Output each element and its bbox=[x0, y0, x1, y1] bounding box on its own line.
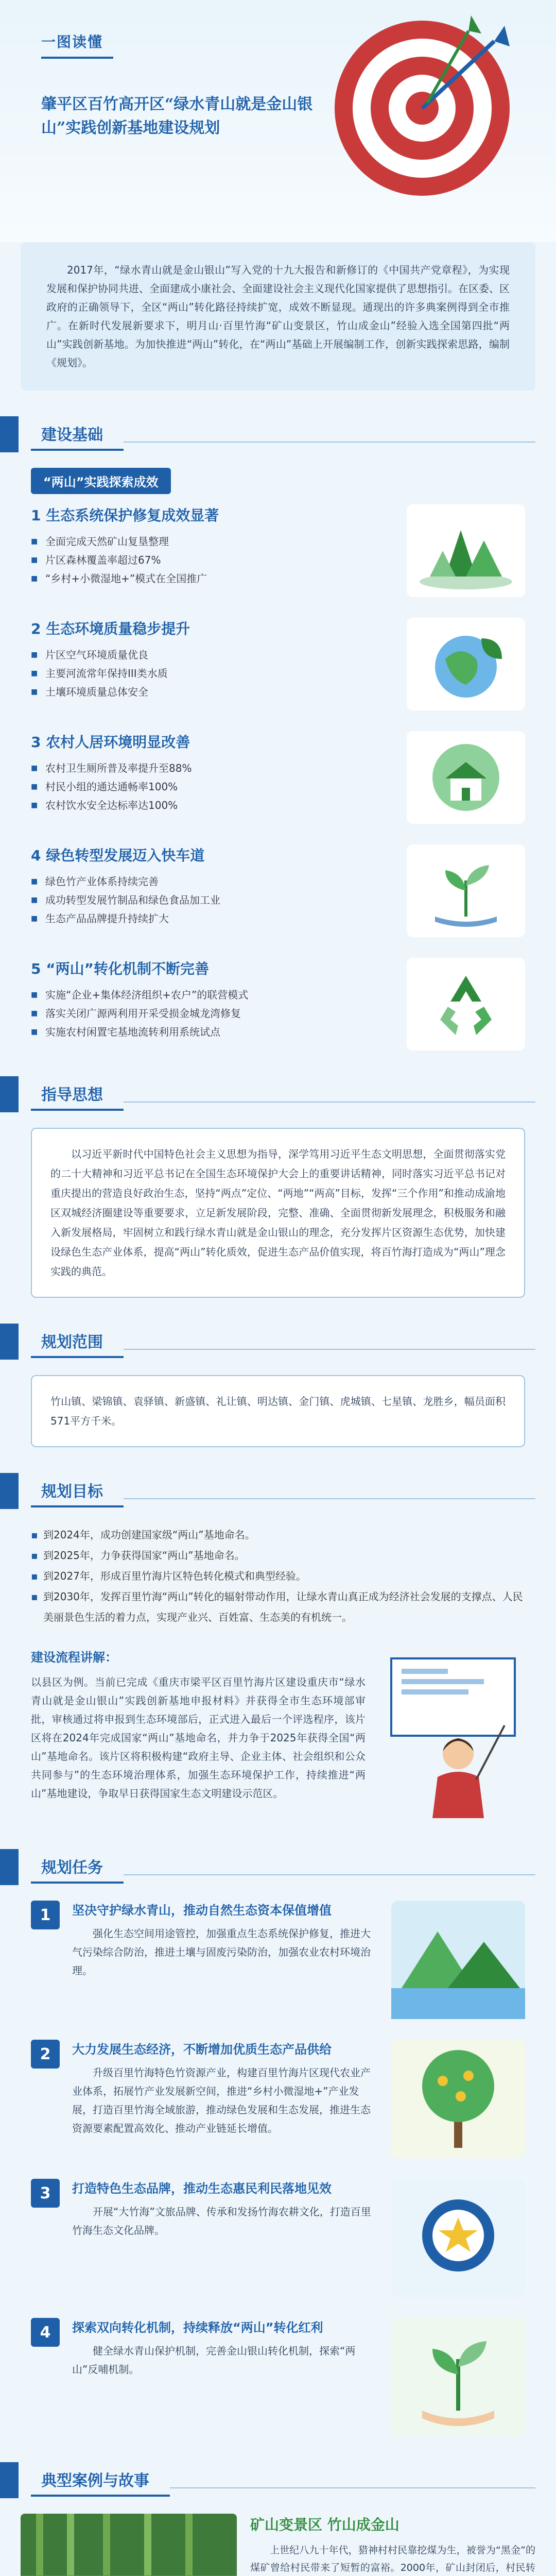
task-title: 探索双向转化机制，持续释放“两山”转化红利 bbox=[72, 2320, 323, 2335]
money-tree-icon bbox=[391, 2040, 525, 2158]
basis-item-list bbox=[31, 646, 391, 701]
basis-item bbox=[31, 731, 525, 824]
bamboo-forest-photo bbox=[21, 2514, 237, 2576]
task-text: 升级百里竹海特色竹资源产业，构建百里竹海片区现代农业产业体系，拓展竹产业发展新空间，推进“乡村小微湿地+”产业发展，打造百里竹海全域旅游，推动绿色发展和生态发展，推进生态资源要素配置高效化、推动产业链延长增值。 bbox=[72, 2066, 371, 2134]
section-head-scope bbox=[0, 1324, 556, 1360]
green-house-icon bbox=[407, 731, 525, 824]
section-bar bbox=[0, 2462, 19, 2498]
plant-hand-icon bbox=[391, 2318, 525, 2436]
section-label: 规划目标 bbox=[31, 1475, 124, 1507]
section-label: 典型案例与故事 bbox=[31, 2464, 170, 2497]
section-bar bbox=[0, 1076, 19, 1112]
earth-leaf-icon bbox=[407, 618, 525, 710]
basis-item-list bbox=[31, 986, 391, 1041]
basis-item-body bbox=[31, 618, 391, 701]
guide-paragraph: 以习近平新时代中国特色社会主义思想为指导，深学笃用习近平生态文明思想，全面贯彻落实党的二十大精神和习近平总书记在全国生态环境保护大会上的重要讲话精神，同时落实习近平总书记对重庆提出的营造良好政治生态，坚持“两点”定位、“两地”“两高”目标，发挥“三个作用”和推动成渝地区双城经济圈建设等重要要求，立足新发展阶段，完整、准确、全面贯彻新发展理念，积极服务和融入新发展格局，牢固树立和践行绿水青山就是金山银山的理念，充分发挥片区资源生态优势，加快建设绿色生态产业体系，提高“两山”转化质效，促进生态产品价值实现，将百竹海打造成为“两山”理念实践的典范。 bbox=[31, 1128, 525, 1298]
section-head-guide bbox=[0, 1076, 556, 1112]
section-bar bbox=[0, 1324, 19, 1360]
sprout-hand-icon bbox=[407, 844, 525, 937]
list-item: ■ 村民小组的通达通畅率100% bbox=[31, 777, 391, 796]
section-head-goal bbox=[0, 1473, 556, 1509]
task-number: 1 bbox=[31, 1901, 60, 1929]
header-tag: 一图读懂 bbox=[41, 31, 113, 59]
tree-hills-icon bbox=[407, 504, 525, 597]
list-item: ▪ 到2027年，形成百里竹海片区特色转化模式和典型经验。 bbox=[31, 1566, 525, 1586]
presenter-icon bbox=[381, 1648, 525, 1823]
basis-item-list bbox=[31, 532, 391, 588]
task-body bbox=[72, 2318, 376, 2379]
task-text: 强化生态空间用途管控，加强重点生态系统保护修复，推进大气污染综合防治，推进土壤与固废污染防治，加强农业农村环境治理。 bbox=[72, 1927, 371, 1977]
section-bar bbox=[0, 416, 19, 452]
goal-list bbox=[31, 1524, 525, 1628]
case-paragraph: 上世纪八九十年代，猎神村村民靠挖煤为生，被誉为“黑金”的煤矿曾给村民带来了短暂的富裕。2000年，矿山封闭后，村民转 bbox=[250, 2545, 535, 2573]
case-item bbox=[21, 2514, 535, 2576]
intro-paragraph: 2017年，“绿水青山就是金山银山”写入党的十九大报告和新修订的《中国共产党章程》，为实现发展和保护协同共进、全面建成小康社会、全面建设社会主义现代化国家提供了思想指引。在区委、区政府的正确领导下，全区“两山”转化路径持续扩宽，成效不断显现。通现出的许多典案例得到全市推广。在新时代发展新要求下，明月山·百里竹海“矿山变景区，竹山成金山”经验入选全国第四批“两山”实践创新基地。为加快推进“两山”转化，在“两山”基础上开展编制工作，创新实践探索思路，编制《规划》。 bbox=[21, 242, 535, 391]
goal-explain bbox=[31, 1648, 525, 1823]
basis-item-body bbox=[31, 958, 391, 1041]
task-text: 开展“大竹海”文旅品牌、传承和发扬竹海农耕文化，打造百里竹海生态文化品牌。 bbox=[72, 2206, 371, 2236]
basis-item-title: 3 农村人居环境明显改善 bbox=[31, 734, 190, 751]
section-label: 建设基础 bbox=[31, 418, 124, 451]
list-item: ■ 落实关闭广源两利用开采受损金城龙湾修复 bbox=[31, 1004, 391, 1023]
section-label: 规划范围 bbox=[31, 1325, 124, 1358]
list-item: ▪ 到2030年，发挥百里竹海“两山”转化的辐射带动作用，让绿水青山真正成为经济社会发展的支撑点、人民美丽景色生活的着力点，实现产业兴、百姓富、生态美的有机统一。 bbox=[31, 1586, 525, 1628]
case-title: 矿山变景区 竹山成金山 bbox=[250, 2516, 399, 2533]
section-head-case bbox=[0, 2462, 556, 2498]
basis-item-body bbox=[31, 504, 391, 588]
section-line bbox=[124, 1498, 535, 1499]
basis-item bbox=[31, 958, 525, 1050]
task-number: 2 bbox=[31, 2040, 60, 2069]
brand-badge-icon bbox=[391, 2179, 525, 2297]
section-head-basis bbox=[0, 416, 556, 452]
list-item: ▪ 到2025年，力争获得国家“两山”基地命名。 bbox=[31, 1545, 525, 1566]
task-item bbox=[31, 2040, 525, 2158]
section-head-task bbox=[0, 1849, 556, 1885]
recycle-icon bbox=[407, 958, 525, 1050]
basis-item bbox=[31, 618, 525, 710]
basis-item-list bbox=[31, 759, 391, 815]
list-item: ■ 实施“企业+集体经济组织+农户”的联营模式 bbox=[31, 986, 391, 1004]
section-line bbox=[124, 1349, 535, 1350]
basis-item-body bbox=[31, 844, 391, 928]
task-text: 健全绿水青山保护机制，完善金山银山转化机制，探索“两山”反哺机制。 bbox=[72, 2345, 356, 2376]
case-text bbox=[250, 2514, 535, 2576]
basis-item bbox=[31, 504, 525, 597]
basis-item-title: 2 生态环境质量稳步提升 bbox=[31, 620, 190, 637]
task-body bbox=[72, 2179, 376, 2240]
target-darts-icon bbox=[324, 10, 520, 206]
section-bar bbox=[0, 1849, 19, 1885]
task-number: 4 bbox=[31, 2318, 60, 2347]
section-line bbox=[124, 1874, 535, 1875]
basis-item-title: 5 “两山”转化机制不断完善 bbox=[31, 960, 210, 977]
task-title: 坚决守护绿水青山，推动自然生态资本保值增值 bbox=[72, 1903, 332, 1918]
task-body bbox=[72, 1901, 376, 1980]
basis-item bbox=[31, 844, 525, 937]
list-item: ■ 全面完成天然矿山复垦整理 bbox=[31, 532, 391, 551]
section-label: 指导思想 bbox=[31, 1078, 124, 1111]
basis-item-title: 4 绿色转型发展迈入快车道 bbox=[31, 847, 205, 864]
list-item: ■ 绿色竹产业体系持续完善 bbox=[31, 872, 391, 891]
list-item: ■ 片区森林覆盖率超过67% bbox=[31, 551, 391, 569]
list-item: ■ 片区空气环境质量优良 bbox=[31, 646, 391, 664]
section-line bbox=[124, 1101, 535, 1103]
task-body bbox=[72, 2040, 376, 2138]
scope-paragraph: 竹山镇、梁锦镇、袁驿镇、新盛镇、礼让镇、明达镇、金门镇、虎城镇、七星镇、龙胜乡，幅员面积571平方千米。 bbox=[31, 1375, 525, 1447]
list-item: ■ 农村饮水安全达标率达100% bbox=[31, 796, 391, 815]
list-item: ▪ 到2024年，成功创建国家级“两山”基地命名。 bbox=[31, 1524, 525, 1545]
basis-item-title: 1 生态系统保护修复成效显著 bbox=[31, 507, 219, 524]
list-item: ■ 主要河流常年保持III类水质 bbox=[31, 664, 391, 683]
section-label: 规划任务 bbox=[31, 1851, 124, 1884]
basis-subtitle: “两山”实践探索成效 bbox=[31, 468, 171, 494]
task-item bbox=[31, 1901, 525, 2019]
case-photos bbox=[21, 2514, 237, 2576]
goal-explain-text bbox=[31, 1648, 366, 1803]
basis-item-list bbox=[31, 872, 391, 928]
mountain-lake-icon bbox=[391, 1901, 525, 2019]
explain-title: 建设流程讲解： bbox=[31, 1650, 117, 1665]
section-bar bbox=[0, 1473, 19, 1509]
list-item: ■ 成功转型发展竹制品和绿色食品加工业 bbox=[31, 891, 391, 909]
header bbox=[0, 0, 556, 242]
task-title: 大力发展生态经济，不断增加优质生态产品供给 bbox=[72, 2042, 332, 2057]
basis-card bbox=[31, 468, 525, 1050]
list-item: ■ 生态产品品牌提升持续扩大 bbox=[31, 909, 391, 928]
explain-body: 以县区为例。当前已完成《重庆市梁平区百里竹海片区建设重庆市“绿水青山就是金山银山”实践创新基地申报材料》并获得全市生态环境部审批，审核通过将申报到生态环境部后，正式进入最后一个评选程序，该片区将在2024年完成国家“两山”基地命名，并力争于2025年获得全国“两山”基地命名。该片区将积极构建“政府主导、企业主体、社会组织和公众共同参与”的生态环境治理体系，加强生态环境保护工作，持续推进“两山”基地建设，争取早日获得国家生态文明建设示范区。 bbox=[31, 1676, 366, 1800]
task-number: 3 bbox=[31, 2179, 60, 2208]
task-title: 打造特色生态品牌，推动生态惠民利民落地见效 bbox=[72, 2181, 332, 2196]
page-title: 肇平区百竹高开区“绿水青山就是金山银山”实践创新基地建设规划 bbox=[41, 95, 313, 137]
list-item: ■ “乡村+小微湿地+”模式在全国推广 bbox=[31, 569, 391, 588]
list-item: ■ 实施农村闲置宅基地流转利用系统试点 bbox=[31, 1023, 391, 1041]
task-item bbox=[31, 2318, 525, 2436]
section-line bbox=[124, 442, 535, 443]
task-item bbox=[31, 2179, 525, 2297]
section-line bbox=[170, 2487, 535, 2488]
basis-item-body bbox=[31, 731, 391, 815]
list-item: ■ 土壤环境质量总体安全 bbox=[31, 683, 391, 701]
list-item: ■ 农村卫生厕所普及率提升至88% bbox=[31, 759, 391, 777]
